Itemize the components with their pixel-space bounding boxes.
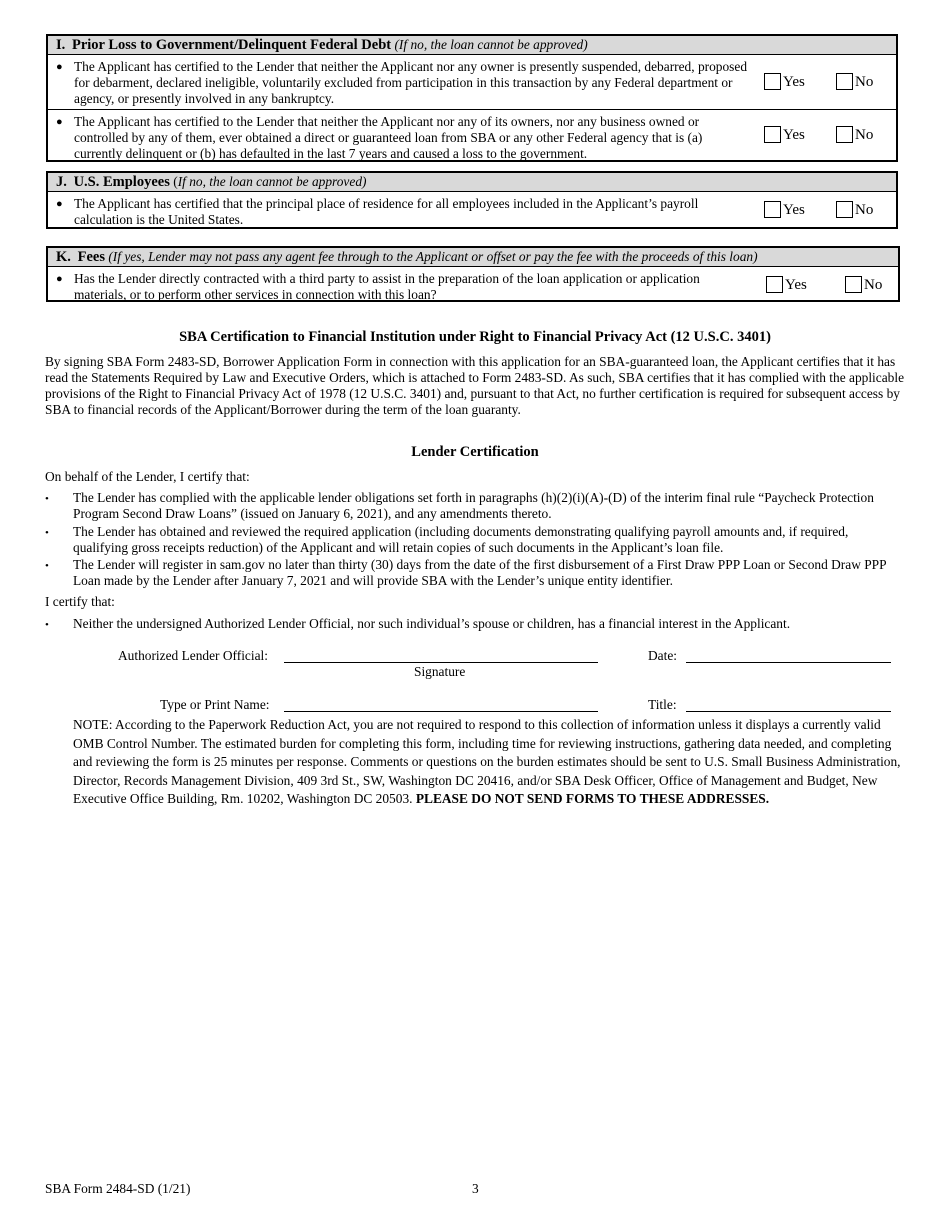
no-option[interactable] — [836, 201, 873, 218]
lender-intro: On behalf of the Lender, I certify that: — [45, 469, 250, 484]
signature-line[interactable] — [284, 662, 598, 663]
section-i-note: (If no, the loan cannot be approved) — [394, 37, 588, 52]
yes-checkbox[interactable] — [766, 276, 783, 293]
section-k-box — [46, 246, 900, 302]
signature-caption: Signature — [414, 664, 466, 679]
certify-bullet: Neither the undersigned Authorized Lender Official, nor such individual’s spouse or children, has a financial interest in the Applicant. — [73, 616, 791, 631]
section-j-question-1 — [48, 192, 896, 228]
section-j-header — [48, 173, 896, 192]
section-j-title: U.S. Employees — [73, 174, 170, 190]
section-k-question-1 — [48, 267, 898, 301]
no-option[interactable] — [836, 126, 873, 143]
yes-option[interactable] — [764, 126, 805, 143]
no-label: No — [864, 276, 883, 293]
section-i-letter: I. — [56, 37, 66, 53]
question-text: The Applicant has certified that the principal place of residence for all employees included in the Applicant’s payroll calculation is the United States. — [74, 196, 699, 227]
footer-form-id: SBA Form 2484-SD (1/21) — [45, 1181, 191, 1196]
question-text: The Applicant has certified to the Lender that neither the Applicant nor any owner is presently suspended, debarred, proposed for debarment, declared ineligible, voluntarily excluded from participation in this transaction by any Federal department or agency, or presently involved in any bankruptcy. — [74, 59, 748, 106]
lender-bullet-1: The Lender has complied with the applicable lender obligations set forth in paragraphs (h)(2)(i)(A)-(D) of the interim final rule “Paycheck Protection Program Second Draw Loans” (issued on January 6, 2021), and any amendments thereto. — [73, 490, 874, 521]
section-i-question-2 — [48, 109, 896, 162]
bullet: ● — [56, 116, 63, 128]
lender-bullet-2: The Lender has obtained and reviewed the required application (including documents demonstrating qualifying payroll amounts and, if required, qualifying gross receipts reduction) of the Applicant and will retain copies of such documents in the Applicant’s loan file. — [73, 524, 849, 555]
title-line[interactable] — [686, 711, 891, 712]
bullet: ● — [56, 198, 63, 210]
list-bullet: • — [45, 619, 49, 631]
yes-label: Yes — [783, 126, 805, 143]
section-j-box — [46, 171, 898, 229]
section-k-note: (If yes, Lender may not pass any agent fee through to the Applicant or offset or pay the fee with the proceeds of this loan) — [108, 249, 758, 264]
bullet: ● — [56, 61, 63, 73]
section-i-question-1 — [48, 55, 896, 109]
list-bullet: • — [45, 527, 49, 539]
no-option[interactable] — [845, 276, 882, 293]
note-emphasis: PLEASE DO NOT SEND FORMS TO THESE ADDRESSES. — [415, 791, 770, 806]
no-checkbox[interactable] — [836, 73, 853, 90]
section-k-letter: K. — [56, 249, 71, 265]
privacy-text: By signing SBA Form 2483-SD, Borrower Application Form in connection with this application for an SBA-guaranteed loan, the Applicant certifies that it has read the Statements Required by Law and Executive Orders, which is attached to Form 2483-SD. As such, SBA certifies that it has complied with the applicable provisions of the Right to Financial Privacy Act of 1978 (12 U.S.C. 3401) and, pursuant to that Act, no further certification is required for subsequent access by SBA to financial records of the Applicant/Borrower during the term of the loan guaranty. — [45, 354, 905, 417]
date-line[interactable] — [686, 662, 891, 663]
footer-page-number: 3 — [472, 1181, 479, 1196]
no-checkbox[interactable] — [836, 201, 853, 218]
yes-option[interactable] — [764, 201, 805, 218]
yes-label: Yes — [783, 201, 805, 218]
no-label: No — [855, 201, 874, 218]
yes-checkbox[interactable] — [764, 126, 781, 143]
section-j-paren: ( — [173, 174, 178, 189]
no-label: No — [855, 73, 874, 90]
name-label: Type or Print Name: — [160, 697, 270, 712]
yes-checkbox[interactable] — [764, 201, 781, 218]
paperwork-note — [73, 716, 903, 809]
section-i-title: Prior Loss to Government/Delinquent Federal Debt — [71, 37, 392, 53]
lender-bullet-3: The Lender will register in sam.gov no later than thirty (30) days from the date of the first disbursement of a First Draw PPP Loan or Second Draw PPP Loan made by the Lender after January 7, 2021 and will provide SBA with the Lender’s unique entity identifier. — [73, 557, 887, 588]
yes-label: Yes — [783, 73, 805, 90]
privacy-heading: SBA Certification to Financial Institution under Right to Financial Privacy Act (12 U.S.C. 3401) — [179, 329, 771, 345]
title-label: Title: — [648, 697, 677, 712]
section-k-title: Fees — [77, 249, 105, 265]
no-option[interactable] — [836, 73, 873, 90]
yes-checkbox[interactable] — [764, 73, 781, 90]
list-bullet: • — [45, 493, 49, 505]
no-checkbox[interactable] — [836, 126, 853, 143]
yes-label: Yes — [785, 276, 807, 293]
section-j-letter: J. — [56, 174, 67, 190]
yes-option[interactable] — [766, 276, 807, 293]
name-line[interactable] — [284, 711, 598, 712]
list-bullet: • — [45, 560, 49, 572]
bullet: ● — [56, 273, 63, 285]
yes-option[interactable] — [764, 73, 805, 90]
question-text: Has the Lender directly contracted with a third party to assist in the preparation of the loan application or application materials, or to perform other services in connection with this loan? — [74, 271, 700, 302]
date-label: Date: — [648, 648, 677, 663]
question-text: The Applicant has certified to the Lender that neither the Applicant nor any of its owners, nor any business owned or controlled by any of them, ever obtained a direct or guaranteed loan from SBA or any other Federal agency that is (a) currently delinquent or (b) has defaulted in the last 7 years and caused a loss to the government. — [74, 114, 703, 161]
section-k-header — [48, 248, 898, 267]
no-label: No — [855, 126, 874, 143]
section-j-note: If no, the loan cannot be approved) — [177, 174, 367, 189]
official-label: Authorized Lender Official: — [118, 648, 268, 663]
note-text: NOTE: According to the Paperwork Reduction Act, you are not required to respond to this collection of information unless it displays a currently valid OMB Control Number. The estimated burden for completing this form, including time for reviewing instructions, gathering data needed, and completing and reviewing the form is 25 minutes per response. Comments or questions on the burden estimates should be sent to U.S. Small Business Administration, Director, Records Management Division, 409 3rd St., SW, Washington DC 20416, and/or SBA Desk Officer, Office of Management and Budget, New Executive Office Building, Rm. 10202, Washington DC 20503. — [73, 717, 901, 806]
section-i-header — [48, 36, 896, 55]
lender-heading: Lender Certification — [411, 444, 539, 460]
section-i-box — [46, 34, 898, 162]
no-checkbox[interactable] — [845, 276, 862, 293]
certify-label: I certify that: — [45, 594, 115, 609]
